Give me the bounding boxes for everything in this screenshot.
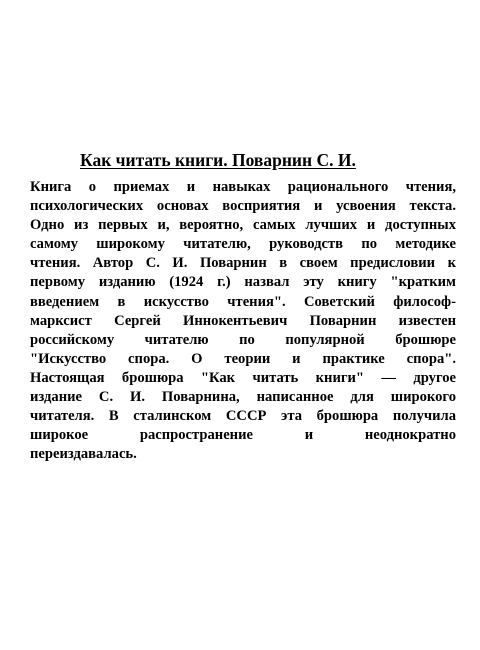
body-line: издание С. И. Поварнина, написанное для широкого xyxy=(30,389,456,406)
document-body xyxy=(30,178,456,464)
body-line: широкое распространение и неоднократно xyxy=(30,427,456,444)
body-line: "Искусство спора. О теории и практике спора". xyxy=(30,350,456,367)
body-line: Одно из первых и, вероятно, самых лучших и доступных xyxy=(30,217,456,234)
body-line: Книга о приемах и навыках рационального чтения, xyxy=(30,179,456,195)
body-line: самому широкому читателю, руководств по методике xyxy=(30,236,456,253)
body-line: переиздавалась. xyxy=(30,446,137,463)
body-line: российскому читателю по популярной брошюре xyxy=(30,331,456,348)
document-title: Как читать книги. Поварнин С. И. xyxy=(80,150,356,170)
body-line: первому изданию (1924 г.) назвал эту книгу "кратким xyxy=(30,274,456,291)
body-line: Настоящая брошюра "Как читать книги" — другое xyxy=(30,369,456,386)
body-line: психологических основах восприятия и усвоения текста. xyxy=(30,198,456,215)
body-line: введением в искусство чтения". Советский философ- xyxy=(30,293,456,310)
body-line: чтения. Автор С. И. Поварнин в своем предисловии к xyxy=(30,255,456,272)
body-line: марксист Сергей Иннокентьевич Поварнин известен xyxy=(30,312,456,329)
body-line: читателя. В сталинском СССР эта брошюра получила xyxy=(30,408,456,425)
